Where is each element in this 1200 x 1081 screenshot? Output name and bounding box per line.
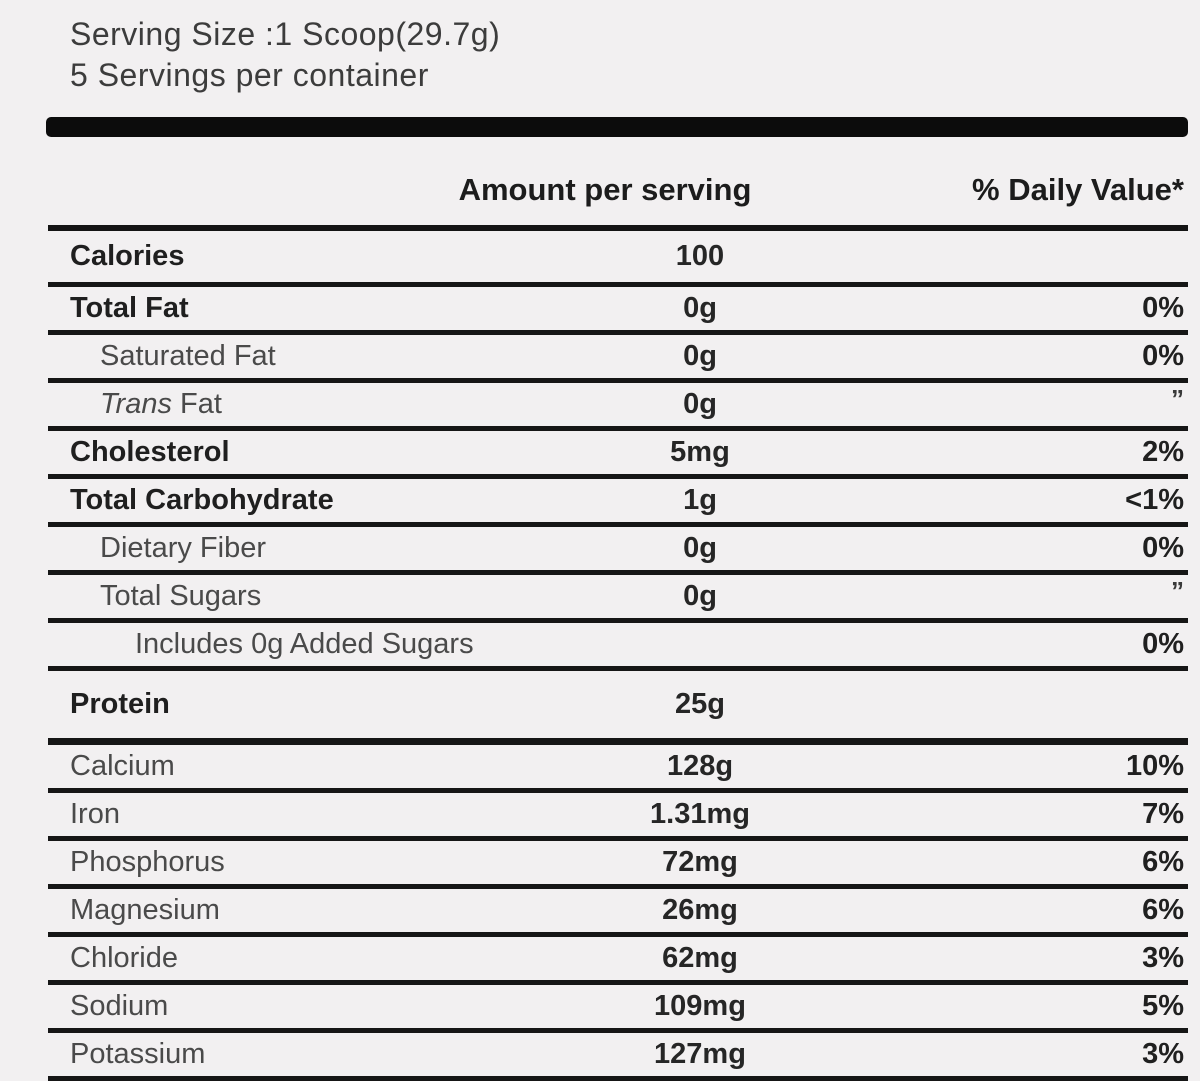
nutrient-name: Total Fat [70, 292, 189, 324]
nutrient-amount: 128g [666, 750, 734, 782]
nutrient-daily-value: 2% [1142, 436, 1184, 468]
nutrient-daily-value: 10% [1125, 750, 1184, 782]
nutrient-daily-value: 0% [1142, 292, 1184, 324]
serving-size-text: Serving Size :1 Scoop(29.7g) [70, 16, 501, 52]
nutrition-table [48, 137, 1188, 1081]
nutrient-name: Includes 0g Added Sugars [135, 628, 474, 660]
nutrient-name: Phosphorus [70, 846, 225, 878]
table-row [48, 287, 1188, 335]
table-row [48, 671, 1188, 745]
nutrient-amount: 109mg [654, 990, 746, 1022]
nutrient-amount: 5mg [670, 436, 730, 468]
nutrient-amount: 0g [683, 580, 717, 612]
nutrient-name: Protein [70, 688, 170, 720]
nutrient-daily-value: 0% [1142, 340, 1184, 372]
divider-bar [46, 117, 1188, 137]
nutrient-amount: 72mg [662, 846, 738, 878]
daily-value-header: % Daily Value* [972, 172, 1184, 207]
table-row [48, 1033, 1188, 1081]
nutrient-amount: 100 [675, 240, 725, 272]
nutrient-daily-value: 3% [1142, 1038, 1184, 1070]
nutrient-name: Total Carbohydrate [70, 484, 334, 516]
nutrient-daily-value: ” [1171, 576, 1184, 606]
table-row [48, 231, 1188, 287]
table-row [48, 841, 1188, 889]
nutrient-name: Chloride [70, 942, 178, 974]
nutrient-amount: 0g [683, 388, 717, 420]
nutrient-amount: 1.31mg [650, 798, 750, 830]
table-row [48, 889, 1188, 937]
table-row [48, 527, 1188, 575]
nutrient-daily-value: <1% [1125, 484, 1184, 516]
table-row [48, 479, 1188, 527]
nutrient-amount: 1g [683, 484, 717, 516]
table-row [48, 575, 1188, 623]
table-row [48, 793, 1188, 841]
table-row [48, 985, 1188, 1033]
table-row [48, 431, 1188, 479]
nutrient-amount: 127mg [654, 1038, 746, 1070]
nutrient-name-italic-part: Trans [100, 388, 172, 420]
nutrient-amount: 0g [683, 532, 717, 564]
nutrient-daily-value: ” [1171, 384, 1184, 414]
nutrient-daily-value: 6% [1142, 894, 1184, 926]
table-row [48, 383, 1188, 431]
nutrient-name: Potassium [70, 1038, 206, 1070]
nutrient-daily-value: 6% [1142, 846, 1184, 878]
nutrient-amount: 0g [683, 292, 717, 324]
servings-per-container-text: 5 Servings per container [70, 57, 429, 93]
nutrient-daily-value: 5% [1142, 990, 1184, 1022]
table-header-row [48, 137, 1188, 231]
nutrient-name: Sodium [70, 990, 169, 1022]
nutrient-name: Trans Fat [100, 388, 222, 420]
nutrient-name: Calories [70, 240, 185, 272]
nutrient-amount: 25g [675, 688, 725, 720]
table-row [48, 623, 1188, 671]
table-row [48, 335, 1188, 383]
nutrient-daily-value: 0% [1142, 628, 1184, 660]
nutrient-daily-value: 7% [1142, 798, 1184, 830]
table-row [48, 745, 1188, 793]
nutrient-name: Dietary Fiber [100, 532, 266, 564]
nutrient-amount: 0g [683, 340, 717, 372]
table-rows [48, 231, 1188, 1081]
nutrient-name: Iron [70, 798, 120, 830]
nutrient-name: Calcium [70, 750, 175, 782]
nutrient-name: Total Sugars [100, 580, 262, 612]
nutrient-name: Saturated Fat [100, 340, 276, 372]
nutrient-name: Magnesium [70, 894, 220, 926]
nutrient-amount: 62mg [662, 942, 738, 974]
nutrient-daily-value: 0% [1142, 532, 1184, 564]
serving-info [0, 0, 1200, 96]
amount-per-serving-header: Amount per serving [458, 172, 752, 207]
table-row [48, 937, 1188, 985]
nutrient-daily-value: 3% [1142, 942, 1184, 974]
nutrient-name: Cholesterol [70, 436, 230, 468]
nutrient-amount: 26mg [662, 894, 738, 926]
